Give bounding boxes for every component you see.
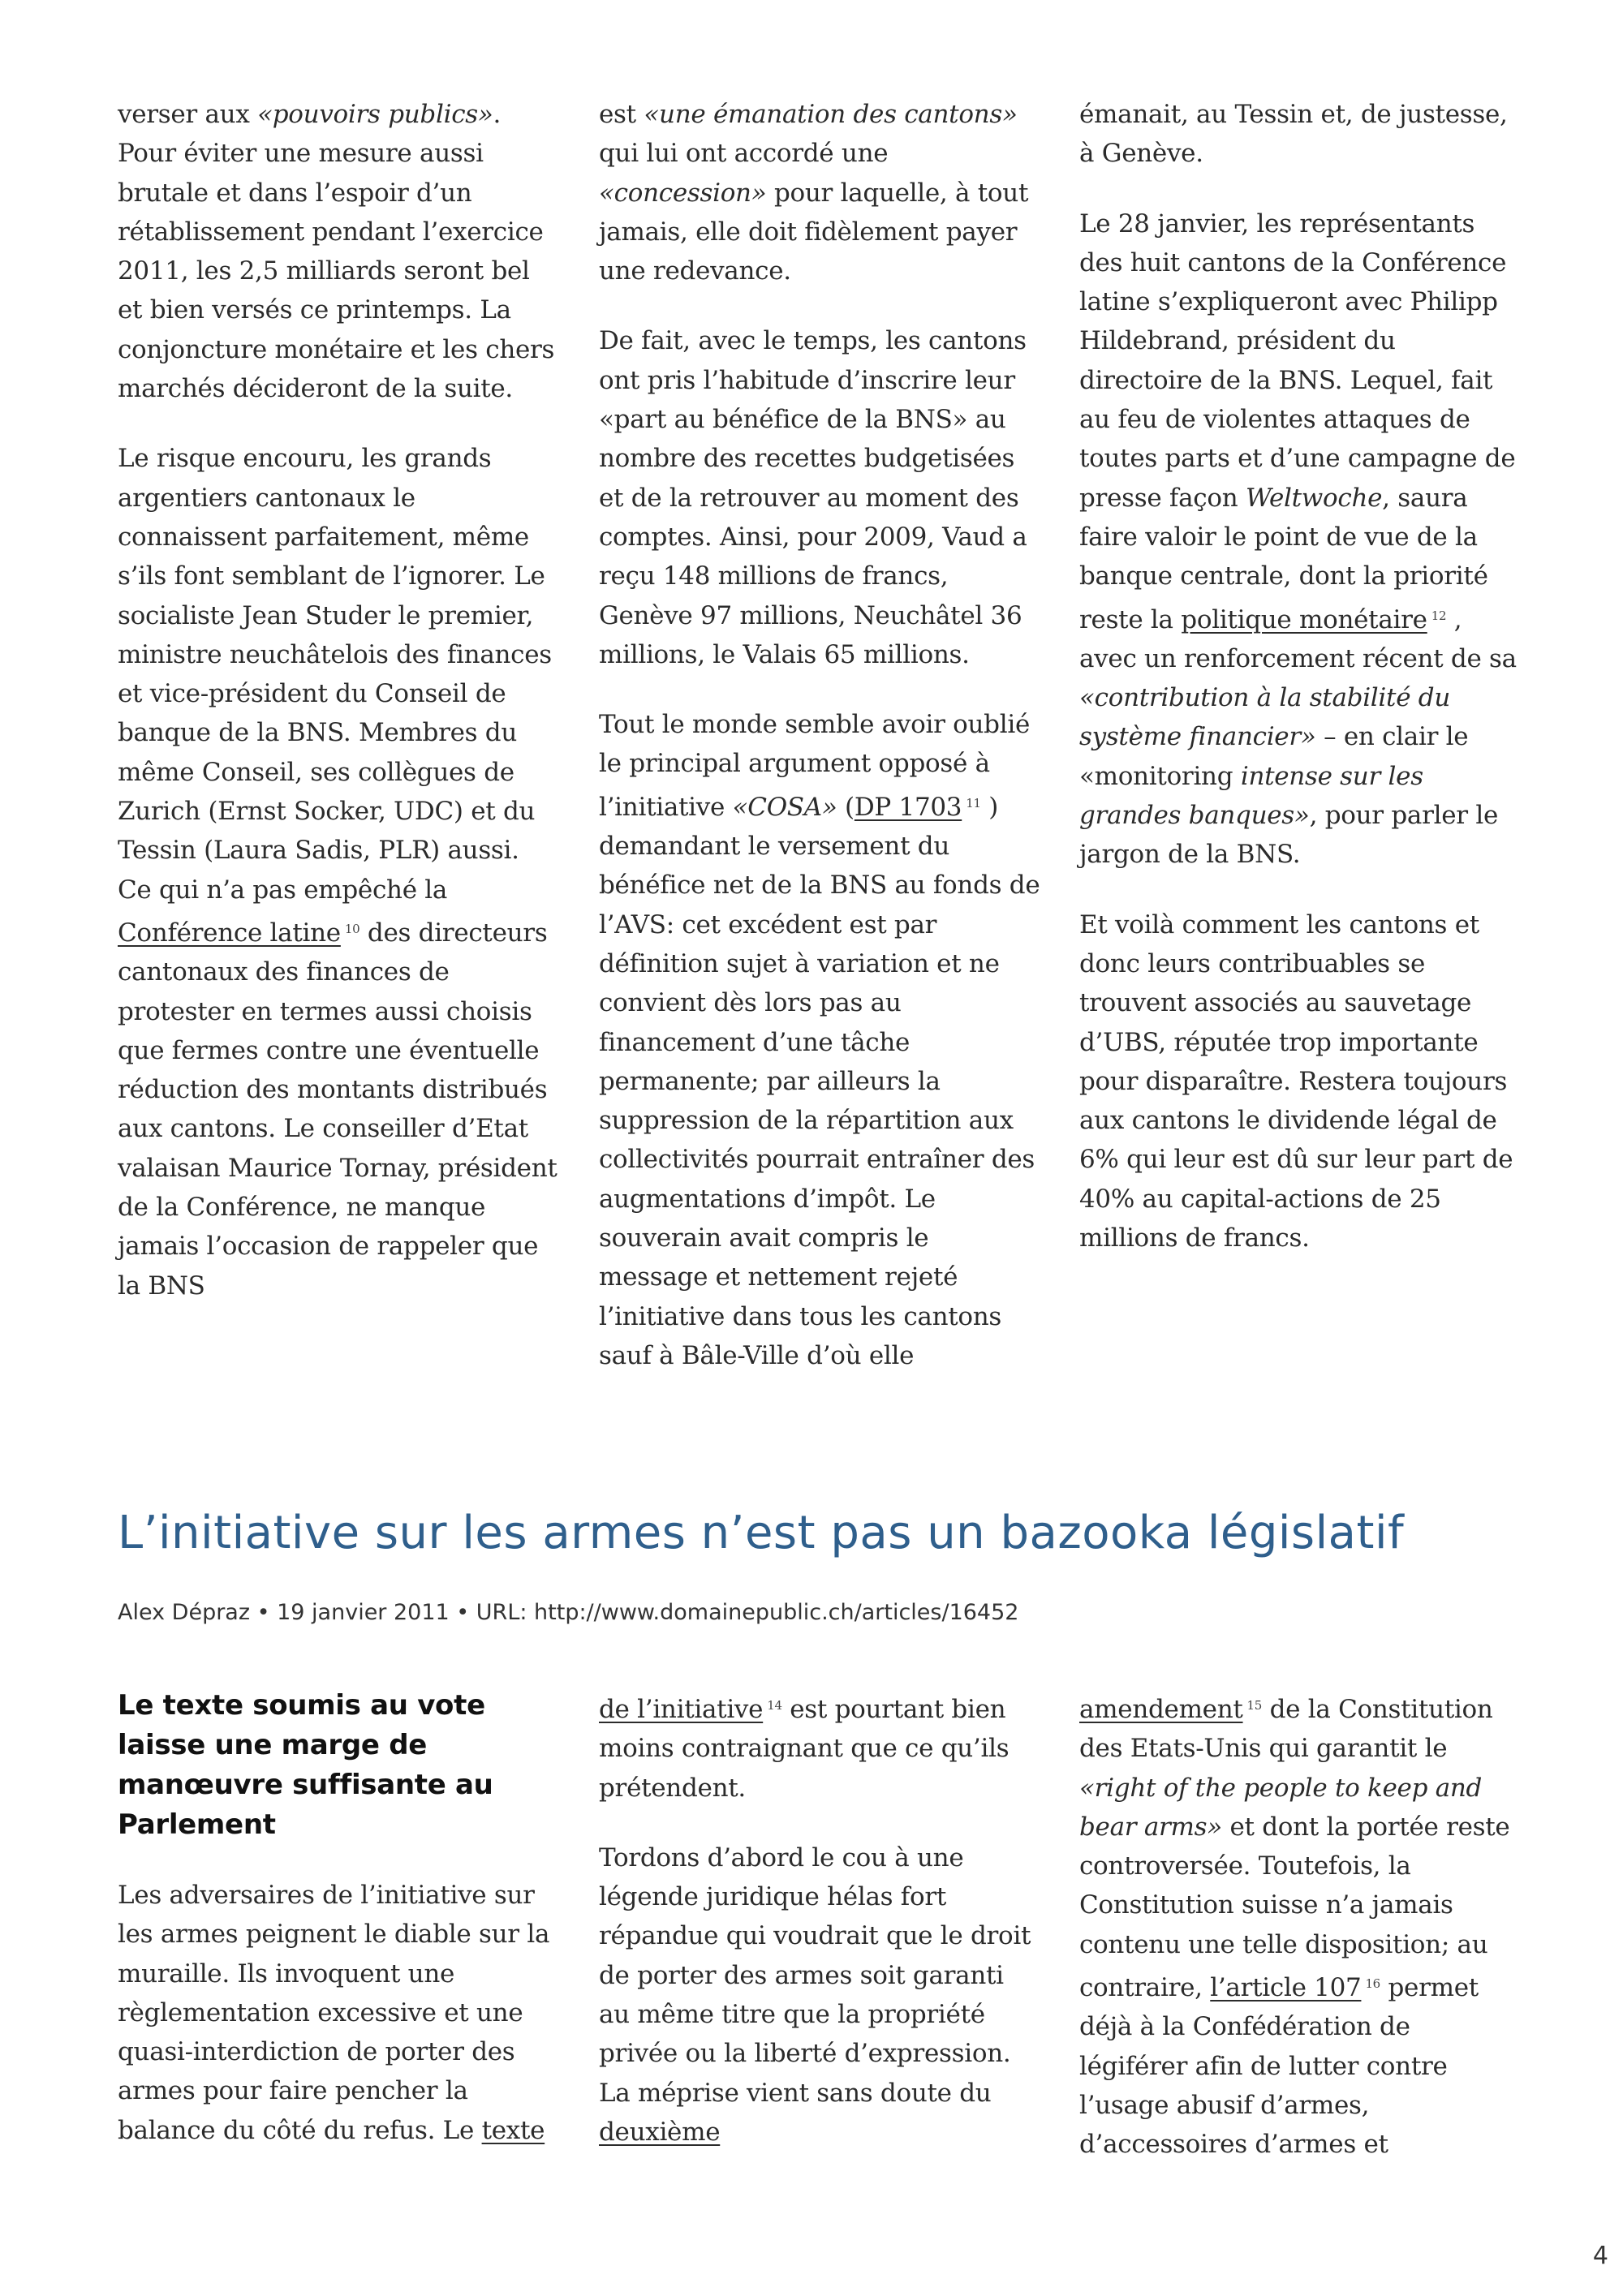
page-number: 4	[1592, 2242, 1608, 2270]
paragraph: Le risque encouru, les grands argentiers cantonaux le connaissent parfaitement, même s’ils font semblant de l’ignorer. Le socialiste Jean Studer le premier, ministre neuchâtelois des finances et vice-président du Conseil de banque de la BNS. Membres du même Conseil, ses collègues de Zurich (Ernst Socker, UDC) et du Tessin (Laura Sadis, PLR) aussi. Ce qui n’a pas empêché la Conférence latine $^{10}$ des directeurs cantonaux des finances de protester en termes aussi choisis que fermes contre une éventuelle réduction des montants distribués aux cantons. Le conseiller d’Etat valaisan Maurice Tornay, président de la Conférence, ne manque jamais l’occasion de rappeler que la BNS	[118, 444, 558, 1301]
article2-column-3	[1079, 1686, 1522, 2195]
link-amendement[interactable]: amendement	[1079, 1695, 1243, 1724]
article1-column-3	[1079, 95, 1522, 1288]
paragraph: De fait, avec le temps, les cantons ont pris l’habitude d’inscrire leur «part au bénéfice de la BNS» au nombre des recettes budgetisées et de la retrouver au moment des comptes. Ainsi, pour 2009, Vaud a reçu 148 millions de francs, Genève 97 millions, Neuchâtel 36 millions, le Valais 65 millions.	[599, 326, 1027, 669]
link-deuxieme-amendement[interactable]: deuxième	[599, 2117, 721, 2147]
paragraph: de l’initiative $^{14}$ est pourtant bien moins contraignant que ce qu’ils prétendent.	[599, 1695, 1010, 1803]
link-dp-1703[interactable]: DP 1703	[854, 792, 962, 822]
paragraph: Le 28 janvier, les représentants des huit cantons de la Conférence latine s’expliqueront avec Philipp Hildebrand, président du directoire de la BNS. Lequel, fait au feu de violentes attaques de toutes parts et d’une campagne de presse façon Weltwoche, saura faire valoir le point de vue de la banque centrale, dont la priorité reste la politique monétaire $^{12}$ , avec un renforcement récent de sa «contribution à la stabilité du système financier» – en clair le «monitoring intense sur les grandes banques», pour parler le jargon de la BNS.	[1079, 209, 1517, 870]
article2-column-1	[118, 1686, 560, 2181]
link-conference-latine[interactable]: Conférence latine	[118, 918, 341, 948]
link-article-107[interactable]: l’article 107	[1210, 1973, 1362, 2003]
article-byline: Alex Dépraz • 19 janvier 2011 • URL: http://www.domainepublic.ch/articles/16452	[118, 1600, 1019, 1625]
paragraph: Tout le monde semble avoir oublié le principal argument opposé à l’initiative «COSA» (DP 1703 $^{11}$ ) demandant le versement du bénéfice net de la BNS au fonds de l’AVS: cet excédent est par définition sujet à variation et ne convient dès lors pas au financement d’une tâche permanente; par ailleurs la suppression de la répartition aux collectivités pourrait entraîner des augmentations d’impôt. Le souverain avait compris le message et nettement rejeté l’initiative dans tous les cantons sauf à Bâle-Ville d’où elle	[599, 710, 1040, 1370]
paragraph: émanait, au Tessin et, de justesse, à Genève.	[1079, 100, 1508, 169]
article-headline: L’initiative sur les armes n’est pas un bazooka législatif	[118, 1507, 1405, 1559]
footnote-ref: 10	[344, 921, 360, 936]
paragraph: Tordons d’abord le cou à une légende juridique hélas fort répandue qui voudrait que le droit de porter des armes soit garanti au même titre que la propriété privée ou la liberté d’expression. La méprise vient sans doute du deuxième	[599, 1842, 1031, 2147]
paragraph: Les adversaires de l’initiative sur les armes peignent le diable sur la muraille. Ils invoquent une règlementation excessive et une quasi-interdiction de porter des armes pour faire pencher la balance du côté du refus. Le texte	[118, 1881, 550, 2145]
footnote-ref: 16	[1365, 1976, 1380, 1992]
footnote-ref: 15	[1246, 1698, 1263, 1713]
link-politique-monetaire[interactable]: politique monétaire	[1181, 604, 1427, 634]
footnote-ref: 14	[767, 1698, 782, 1713]
link-texte-initiative[interactable]: texte	[481, 2115, 545, 2145]
link-de-l-initiative[interactable]: de l’initiative	[599, 1695, 764, 1724]
article2-column-2	[599, 1686, 1041, 2182]
footnote-ref: 12	[1431, 608, 1447, 623]
paragraph: est «une émanation des cantons» qui lui ont accordé une «concession» pour laquelle, à tout jamais, elle doit fidèlement payer une redevance.	[599, 100, 1029, 286]
article-lead: Le texte soumis au vote laisse une marge de manœuvre suffisante au Parlement	[118, 1689, 493, 1841]
paragraph: Et voilà comment les cantons et donc leurs contribuables se trouvent associés au sauvetage d’UBS, réputée trop importante pour disparaître. Restera toujours aux cantons le dividende légal de 6% qui leur est dû sur leur part de 40% au capital-actions de 25 millions de francs.	[1079, 909, 1513, 1253]
paragraph: verser aux «pouvoirs publics». Pour éviter une mesure aussi brutale et dans l’espoir d’un rétablissement pendant l’exercice 2011, les 2,5 milliards seront bel et bien versés ce printemps. La conjoncture monétaire et les chers marchés décideront de la suite.	[118, 100, 555, 404]
article1-column-2	[599, 95, 1041, 1406]
paragraph: amendement $^{15}$ de la Constitution des Etats-Unis qui garantit le «right of the people to keep and bear arms» et dont la portée reste controversée. Toutefois, la Constitution suisse n’a jamais contenu une telle disposition; au contraire, l’article 107 $^{16}$ permet déjà à la Confédération de légiférer afin de lutter contre l’usage abusif d’armes, d’accessoires d’armes et	[1079, 1695, 1510, 2160]
footnote-ref: 11	[966, 795, 981, 810]
article1-column-1	[118, 95, 560, 1336]
